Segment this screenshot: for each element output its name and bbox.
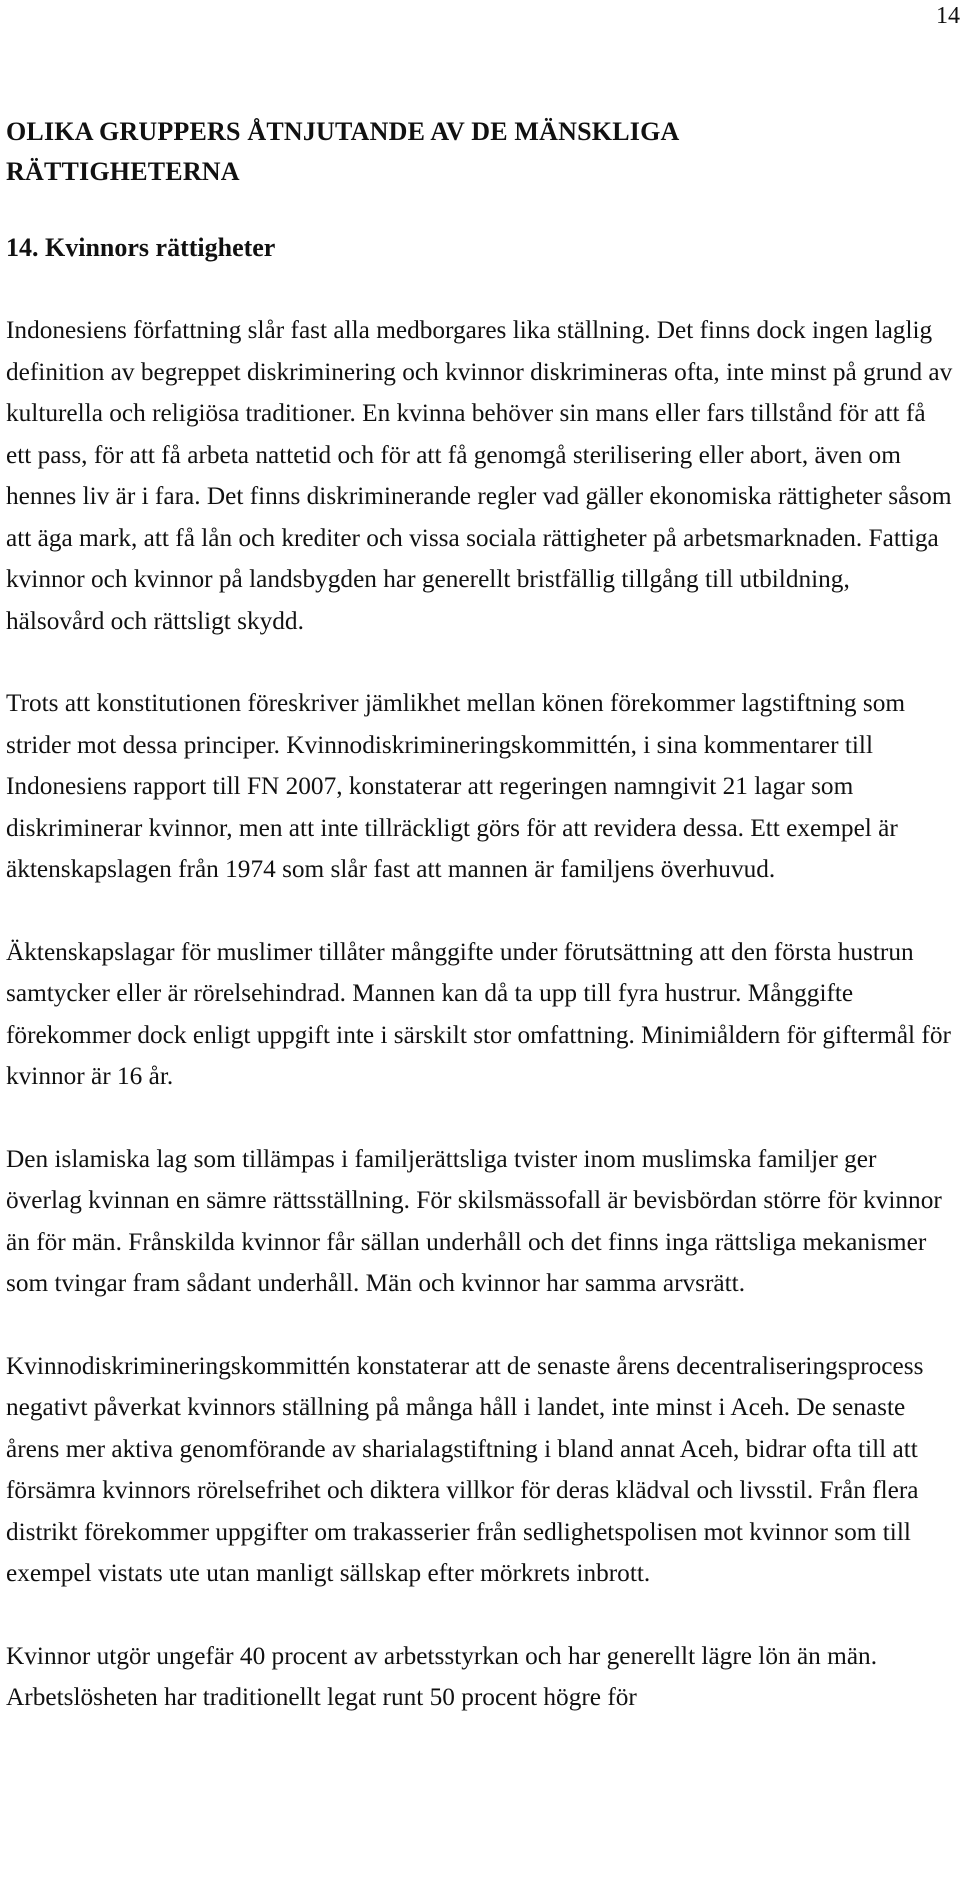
- paragraph-family-law: Den islamiska lag som tillämpas i familjerättsliga tvister inom muslimska familjer ger överlag kvinnan en sämre rättsställning. För skilsmässofall är bevisbördan större för kvinnor än för män. Frånskilda kvinnor får sällan underhåll och det finns inga rättsliga mekanismer som tvingar fram sådant underhåll. Män och kvinnor har samma arvsrätt.: [6, 1144, 942, 1297]
- document-body: [6, 112, 954, 1760]
- paragraph-marriage-laws: Äktenskapslagar för muslimer tillåter månggifte under förutsättning att den första hustrun samtycker eller är rörelsehindrad. Mannen kan då ta upp till fyra hustrur. Månggifte förekommer dock enligt uppgift inte i särskilt stor omfattning. Minimiåldern för giftermål för kvinnor är 16 år.: [6, 937, 951, 1090]
- paragraph-labour: Kvinnor utgör ungefär 40 procent av arbetsstyrkan och har generellt lägre lön än män. Arbetslösheten har traditionellt legat runt 50 procent högre för: [6, 1641, 878, 1711]
- chapter-title-line-2: RÄTTIGHETERNA: [6, 157, 240, 186]
- paragraph-discrimination: Indonesiens författning slår fast alla medborgares lika ställning. Det finns dock ingen laglig definition av begreppet diskriminering och kvinnor diskrimineras ofta, inte minst på grund av kulturella och religiösa traditioner. En kvinna behöver sin mans eller fars tillstånd för att få ett pass, för att få arbeta nattetid och för att få genomgå sterilisering eller abort, även om hennes liv är i fara. Det finns diskriminerande regler vad gäller ekonomiska rättigheter såsom att äga mark, att få lån och krediter och vissa sociala rättigheter på arbetsmarknaden. Fattiga kvinnor och kvinnor på landsbygden har generellt bristfällig tillgång till utbildning, hälsovård och rättsligt skydd.: [6, 316, 953, 635]
- paragraph-decentralisation: Kvinnodiskrimineringskommittén konstaterar att de senaste årens decentraliseringsprocess negativt påverkat kvinnors ställning på många håll i landet, inte minst i Aceh. De senaste årens mer aktiva genomförande av sharialagstiftning i bland annat Aceh, bidrar ofta till att försämra kvinnors rörelsefrihet och diktera villkor för deras klädval och livsstil. Från flera distrikt förekommer uppgifter om trakasserier från sedlighetspolisen mot kvinnor som till exempel vistats ute utan manligt sällskap efter mörkrets inbrott.: [6, 1351, 924, 1587]
- chapter-title-line-1: OLIKA GRUPPERS ÅTNJUTANDE AV DE MÄNSKLIGA: [6, 117, 680, 146]
- paragraph-legislation: Trots att konstitutionen föreskriver jämlikhet mellan könen förekommer lagstiftning som strider mot dessa principer. Kvinnodiskrimineringskommittén, i sina kommentarer till Indonesiens rapport till FN 2007, konstaterar att regeringen namngivit 21 lagar som diskriminerar kvinnor, men att inte tillräckligt görs för att revidera dessa. Ett exempel är äktenskapslagen från 1974 som slår fast att mannen är familjens överhuvud.: [6, 689, 906, 883]
- chapter-title: [6, 112, 954, 192]
- section-title: 14. Kvinnors rättigheter: [6, 233, 276, 262]
- page-number: 14: [936, 3, 960, 29]
